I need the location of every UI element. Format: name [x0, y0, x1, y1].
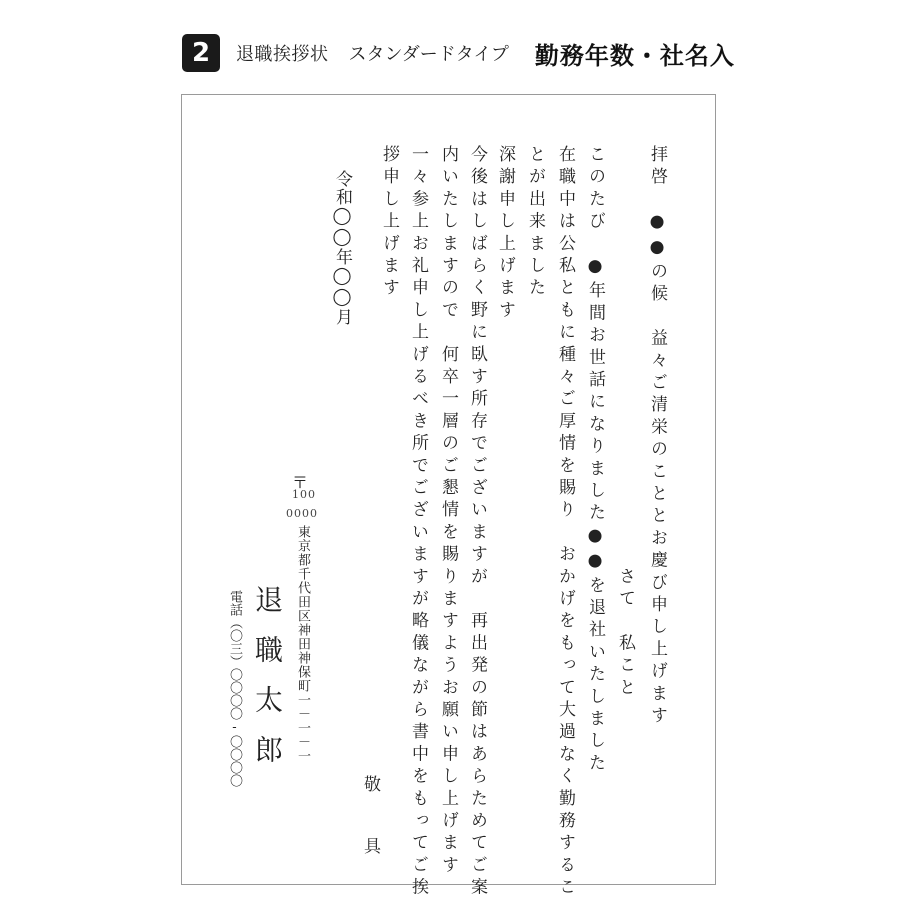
postal-mark: 〒: [292, 473, 309, 492]
letter-line-1: 拝啓 ●●の候 益々ご清栄のこととお慶び申し上げます: [647, 145, 667, 729]
letter-line-9: 一々参上お礼申し上げるべき所でございますが略儀ながら書中をもってご挨: [408, 145, 428, 900]
letter-line-6: 深謝申し上げます: [495, 145, 515, 323]
number-badge: 2: [182, 34, 220, 72]
letter-card: [181, 94, 716, 900]
header-label: 退職挨拶状: [236, 44, 329, 65]
letter-line-2: さて 私こと: [615, 145, 635, 700]
date: 令和◯◯年◯◯月: [332, 170, 352, 326]
page-header: [182, 33, 735, 73]
header-subtitle: 勤務年数・社名入: [534, 41, 735, 70]
sender-name: 退職太郎: [251, 585, 284, 785]
letter-line-5: とが出来ました: [525, 145, 545, 301]
letter-line-3: このたび ●年間お世話になりました●●を退社いたしました: [585, 145, 605, 776]
letter-line-7: 今後はしばらく野に臥す所存でございますが 再出発の節はあらためてご案: [467, 145, 487, 900]
letter-line-4: 在職中は公私ともに種々ご厚情を賜り おかげをもって大過なく勤務するこ: [555, 145, 575, 900]
letter-line-10: 拶申し上げます: [379, 145, 399, 301]
letter-line-8: 内いたしますので 何卒一層のご懇情を賜りますようお願い申し上げます: [438, 145, 458, 878]
postal-code-2: 0000: [286, 507, 318, 520]
header-type: スタンダードタイプ: [348, 44, 509, 65]
postal-code-1: 100: [292, 488, 316, 501]
phone: 電話（〇三）〇〇〇〇-〇〇〇〇: [227, 590, 242, 787]
address: 東京都千代田区神田神保町一－一－一: [295, 525, 310, 763]
closing: 敬 具: [360, 775, 380, 868]
